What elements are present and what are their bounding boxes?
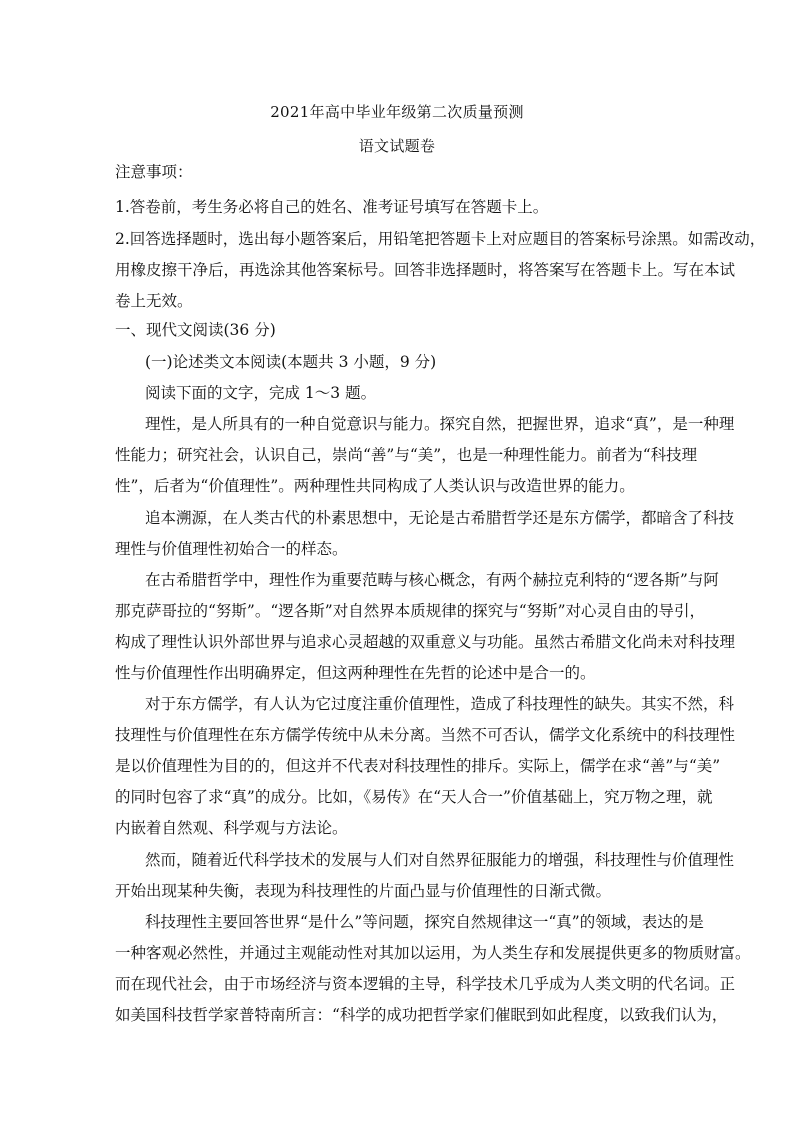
notice-item-2-line-3: 卷上无效。	[115, 292, 193, 310]
section-heading: 一、现代文阅读(36 分)	[115, 321, 276, 339]
passage-p3-line-2: 那克萨哥拉的“努斯”。“逻各斯”对自然界本质规律的探究与“努斯”对心灵自由的导引，	[115, 602, 706, 620]
notice-item-1: 1.答卷前，考生务必将自己的姓名、准考证号填写在答题卡上。	[115, 198, 549, 216]
passage-p6-line-3: 而在现代社会，由于市场经济与资本逻辑的主导，科学技术几乎成为人类文明的代名词。正	[115, 975, 736, 993]
notice-heading: 注意事项：	[115, 163, 193, 181]
passage-p4-line-3: 是以价值理性为目的的，但这并不代表对科技理性的排斥。实际上，儒学在求“善”与“美”	[115, 757, 721, 775]
passage-p1-line-3: 性”，后者为“价值理性”。两种理性共同构成了人类认识与改造世界的能力。	[115, 477, 635, 495]
exam-title: 2021年高中毕业年级第二次质量预测	[270, 103, 524, 121]
passage-p4-line-5: 内嵌着自然观、科学观与方法论。	[115, 819, 348, 837]
passage-p5-line-2: 开始出现某种失衡，表现为科技理性的片面凸显与价值理性的日渐式微。	[115, 882, 612, 900]
passage-p6-line-2: 一种客观必然性，并通过主观能动性对其加以运用，为人类生存和发展提供更多的物质财富。	[115, 944, 751, 962]
passage-p2-line-1: 追本溯源，在人类古代的朴素思想中，无论是古希腊哲学还是东方儒学，都暗含了科技	[145, 509, 735, 527]
exam-subtitle: 语文试题卷	[358, 137, 436, 155]
passage-p4-line-1: 对于东方儒学，有人认为它过度注重价值理性，造成了科技理性的缺失。其实不然，科	[145, 695, 735, 713]
reading-instruction: 阅读下面的文字，完成 1～3 题。	[145, 384, 377, 402]
passage-p3-line-1: 在古希腊哲学中，理性作为重要范畴与核心概念，有两个赫拉克利特的“逻各斯”与阿	[145, 571, 719, 589]
passage-p4-line-2: 技理性与价值理性在东方儒学传统中从未分离。当然不可否认，儒学文化系统中的科技理性	[115, 726, 736, 744]
passage-p3-line-4: 性与价值理性作出明确界定，但这两种理性在先哲的论述中是合一的。	[115, 664, 596, 682]
passage-p3-line-3: 构成了理性认识外部世界与追求心灵超越的双重意义与功能。虽然古希腊文化尚未对科技理	[115, 633, 736, 651]
passage-p2-line-2: 理性与价值理性初始合一的样态。	[115, 540, 348, 558]
passage-p5-line-1: 然而，随着近代科学技术的发展与人们对自然界征服能力的增强，科技理性与价值理性	[145, 851, 735, 869]
notice-item-2-line-1: 2.回答选择题时，选出每小题答案后，用铅笔把答题卡上对应题目的答案标号涂黑。如需改动，	[115, 230, 766, 248]
notice-item-2-line-2: 用橡皮擦干净后，再选涂其他答案标号。回答非选择题时，将答案写在答题卡上。写在本试	[115, 261, 736, 279]
passage-p4-line-4: 的同时包容了求“真”的成分。比如，《易传》在“天人合一”价值基础上，究万物之理，就	[115, 788, 713, 806]
passage-p6-line-1: 科技理性主要回答世界“是什么”等问题，探究自然规律这一“真”的领域，表达的是	[145, 913, 704, 931]
sub-section-heading: (一)论述类文本阅读(本题共 3 小题，9 分)	[145, 353, 437, 371]
passage-p1-line-2: 性能力；研究社会，认识自己，崇尚“善”与“美”，也是一种理性能力。前者为“科技理	[115, 446, 698, 464]
passage-p1-line-1: 理性，是人所具有的一种自觉意识与能力。探究自然，把握世界，追求“真”，是一种理	[145, 415, 735, 433]
passage-p6-line-4: 如美国科技哲学家普特南所言：“科学的成功把哲学家们催眠到如此程度，以致我们认为，	[115, 1006, 728, 1024]
